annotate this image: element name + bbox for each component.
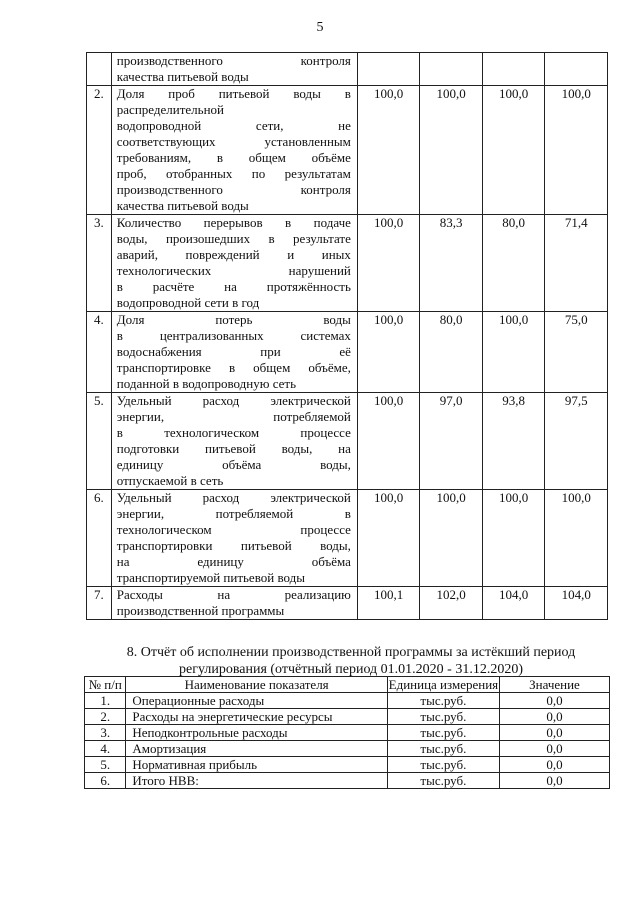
indicator-value: 104,0	[545, 587, 608, 620]
indicator-value: 102,0	[420, 587, 483, 620]
indicator-name-line: производственного контроля	[116, 53, 351, 68]
indicator-value: 75,0	[545, 312, 608, 393]
page-number: 5	[316, 20, 324, 35]
indicator-name-line: в централизованных системах	[116, 328, 351, 343]
report-name: Операционные расходы	[126, 693, 387, 709]
indicator-value: 100,0	[420, 86, 483, 215]
indicator-value	[420, 53, 483, 86]
indicator-name-line: отпускаемой в сеть	[116, 473, 224, 488]
report-row	[85, 693, 610, 709]
indicator-name-line: производственной программы	[116, 603, 285, 618]
indicator-name-line: в технологическом процессе	[116, 425, 351, 440]
report-num: 4.	[85, 741, 126, 757]
indicator-name-line: Удельный расход электрической	[116, 393, 351, 408]
indicator-value: 100,0	[357, 312, 420, 393]
indicator-row	[87, 215, 608, 312]
report-num: 2.	[85, 709, 126, 725]
section-8-title-line1: 8. Отчёт об исполнении производственной программы за истёкший период	[126, 645, 576, 660]
indicator-value: 100,0	[357, 215, 420, 312]
report-name: Нормативная прибыль	[126, 757, 387, 773]
indicator-name-line: поданной в водопроводную сеть	[116, 376, 297, 391]
report-name: Расходы на энергетические ресурсы	[126, 709, 387, 725]
report-row	[85, 709, 610, 725]
indicator-value: 100,0	[545, 86, 608, 215]
report-unit: тыс.руб.	[387, 757, 499, 773]
indicator-value: 100,0	[357, 490, 420, 587]
indicator-name-line: водоснабжения при её	[116, 344, 351, 359]
report-name: Амортизация	[126, 741, 387, 757]
indicator-num	[87, 53, 112, 86]
report-unit: тыс.руб.	[387, 741, 499, 757]
indicator-num: 7.	[87, 587, 112, 620]
indicator-value	[482, 53, 545, 86]
indicator-name-line: транспортировки питьевой воды,	[116, 538, 351, 553]
report-num: 1.	[85, 693, 126, 709]
indicator-value: 100,0	[545, 490, 608, 587]
indicator-value: 104,0	[482, 587, 545, 620]
indicator-name	[111, 215, 357, 312]
section-8-heading	[86, 644, 616, 678]
indicator-name-line: Доля потерь воды	[116, 312, 351, 327]
indicator-name-line: аварий, повреждений и иных	[116, 247, 351, 262]
report-value: 0,0	[499, 741, 609, 757]
report-num: 6.	[85, 773, 126, 789]
report-unit: тыс.руб.	[387, 709, 499, 725]
indicator-name-line: Количество перерывов в подаче	[116, 215, 351, 230]
indicator-name	[111, 587, 357, 620]
indicator-name-line: соответствующих установленным	[116, 134, 351, 149]
indicator-name-line: транспортируемой питьевой воды	[116, 570, 305, 585]
indicator-name-line: Удельный расход электрической	[116, 490, 351, 505]
indicator-num: 3.	[87, 215, 112, 312]
report-value: 0,0	[499, 773, 609, 789]
indicator-value	[545, 53, 608, 86]
indicator-name-line: технологических нарушений	[116, 263, 351, 278]
indicator-name	[111, 53, 357, 86]
report-unit: тыс.руб.	[387, 693, 499, 709]
indicator-num: 6.	[87, 490, 112, 587]
indicator-name-line: технологическом процессе	[116, 522, 351, 537]
indicator-value: 83,3	[420, 215, 483, 312]
indicator-name-line: транспортировке в общем объёме,	[116, 360, 351, 375]
indicator-value: 80,0	[482, 215, 545, 312]
indicator-name-line: Расходы на реализацию	[116, 587, 351, 602]
header-unit: Единица измерения	[388, 677, 499, 692]
indicator-num: 2.	[87, 86, 112, 215]
indicator-value: 100,0	[357, 393, 420, 490]
indicator-name	[111, 312, 357, 393]
report-value: 0,0	[499, 693, 609, 709]
indicator-name-line: воды, произошедших в результате	[116, 231, 351, 246]
report-name: Неподконтрольные расходы	[126, 725, 387, 741]
report-num: 3.	[85, 725, 126, 741]
report-value: 0,0	[499, 709, 609, 725]
report-row	[85, 741, 610, 757]
section-8-title-line2: регулирования (отчётный период 01.01.2020 - 31.12.2020)	[179, 662, 523, 677]
indicator-value: 97,0	[420, 393, 483, 490]
indicator-value: 100,0	[482, 490, 545, 587]
indicator-value	[357, 53, 420, 86]
header-name: Наименование показателя	[126, 677, 387, 693]
indicator-row	[87, 393, 608, 490]
header-num: № п/п	[85, 677, 126, 693]
indicator-name-line: требованиям, в общем объёме	[116, 150, 351, 165]
indicator-num: 4.	[87, 312, 112, 393]
report-table	[84, 676, 610, 789]
header-value: Значение	[499, 677, 609, 693]
indicator-row	[87, 53, 608, 86]
indicator-name-line: подготовки питьевой воды, на	[116, 441, 351, 456]
indicator-name-line: качества питьевой воды	[116, 69, 249, 84]
indicator-name-line: энергии, потребляемой в	[116, 506, 351, 521]
report-row	[85, 773, 610, 789]
indicator-value: 93,8	[482, 393, 545, 490]
indicator-name-line: производственного контроля	[116, 182, 351, 197]
indicator-row	[87, 587, 608, 620]
indicator-name-line: единицу объёма воды,	[116, 457, 351, 472]
indicator-value: 71,4	[545, 215, 608, 312]
indicator-name-line: проб, отобранных по результатам	[116, 166, 351, 181]
indicators-table	[86, 52, 608, 620]
indicator-value: 80,0	[420, 312, 483, 393]
report-num: 5.	[85, 757, 126, 773]
indicator-name-line: на единицу объёма	[116, 554, 351, 569]
indicator-row	[87, 490, 608, 587]
indicator-name-line: Доля проб питьевой воды в	[116, 86, 351, 101]
indicator-value: 100,0	[482, 86, 545, 215]
report-row	[85, 757, 610, 773]
indicator-value: 100,0	[482, 312, 545, 393]
indicator-value: 97,5	[545, 393, 608, 490]
indicator-name-line: энергии, потребляемой	[116, 409, 351, 424]
indicator-name-line: распределительной	[116, 102, 224, 117]
indicator-name	[111, 86, 357, 215]
indicator-row	[87, 86, 608, 215]
indicator-name	[111, 490, 357, 587]
indicator-value: 100,0	[420, 490, 483, 587]
indicator-name	[111, 393, 357, 490]
indicator-name-line: качества питьевой воды	[116, 198, 249, 213]
indicator-row	[87, 312, 608, 393]
report-unit: тыс.руб.	[387, 725, 499, 741]
report-value: 0,0	[499, 757, 609, 773]
indicator-value: 100,0	[357, 86, 420, 215]
indicator-num: 5.	[87, 393, 112, 490]
indicator-name-line: водопроводной сети в год	[116, 295, 260, 310]
report-table-header-row	[85, 677, 610, 693]
indicator-value: 100,1	[357, 587, 420, 620]
report-unit: тыс.руб.	[387, 773, 499, 789]
indicator-name-line: водопроводной сети, не	[116, 118, 351, 133]
report-row	[85, 725, 610, 741]
report-value: 0,0	[499, 725, 609, 741]
report-name: Итого НВВ:	[126, 773, 387, 789]
indicator-name-line: в расчёте на протяжённость	[116, 279, 351, 294]
